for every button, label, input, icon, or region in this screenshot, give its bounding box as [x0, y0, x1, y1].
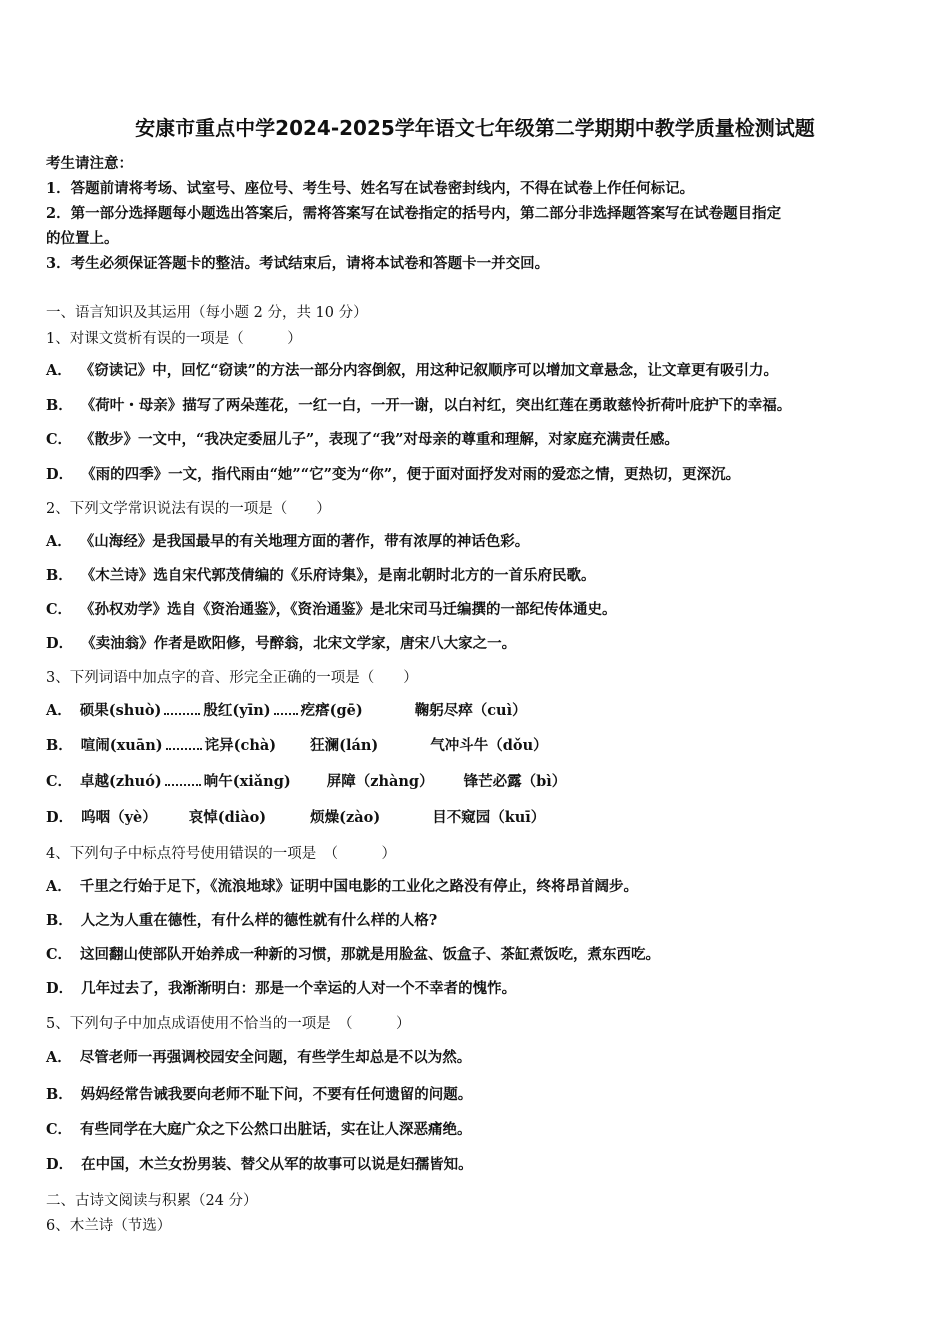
- question-2-option-b: [46, 564, 596, 585]
- question-3-option-c: [46, 770, 566, 791]
- question-1-option-d: [46, 463, 740, 484]
- option-text: 《木兰诗》选自宋代郭茂倩编的《乐府诗集》，是南北朝时北方的一首乐府民歌。: [80, 567, 596, 584]
- notice-item-2-cont: 的位置上。: [46, 230, 119, 247]
- option-text: 在中国，木兰女扮男装、替父从军的故事可以说是妇孺皆知。: [81, 1156, 473, 1173]
- question-1-option-b: [46, 394, 791, 415]
- option-word: 疙瘩(gē): [300, 702, 363, 719]
- question-1-stem: 1、对课文赏析有误的一项是（ ）: [46, 331, 302, 347]
- question-2-option-d: [46, 632, 516, 653]
- section-2-heading: 二、古诗文阅读与积累（24 分）: [46, 1193, 258, 1209]
- question-3-option-b: [46, 734, 548, 755]
- option-letter: D．: [46, 466, 74, 483]
- dot-marks: [274, 703, 298, 715]
- notice-item-1: 1．答题前请将考场、试室号、座位号、考生号、姓名写在试卷密封线内，不得在试卷上作任何标记。: [46, 180, 695, 197]
- option-word: 晌午(xiǎng): [203, 773, 291, 790]
- question-5-option-d: [46, 1153, 473, 1174]
- option-letter: D．: [46, 809, 74, 826]
- option-word: 喧闹(xuān): [80, 737, 163, 754]
- dot-marks: [165, 774, 201, 786]
- option-text: 人之为人重在德性，有什么样的德性就有什么样的人格?: [80, 912, 438, 929]
- option-word: 屏障（zhàng）: [326, 773, 434, 790]
- question-3-option-d: [46, 806, 545, 827]
- option-text: 尽管老师一再强调校园安全问题，有些学生却总是不以为然。: [79, 1049, 472, 1066]
- question-3-stem: 3、下列词语中加点字的音、形完全正确的一项是（ ）: [46, 670, 418, 686]
- question-1-option-a: [46, 359, 778, 380]
- question-2-option-c: [46, 598, 617, 619]
- option-text: 千里之行始于足下，《流浪地球》证明中国电影的工业化之路没有停止，终将昂首阔步。: [79, 878, 639, 895]
- option-letter: B．: [46, 397, 73, 414]
- option-letter: C．: [46, 601, 73, 618]
- option-letter: D．: [46, 980, 74, 997]
- dot-marks: [164, 703, 200, 715]
- option-text: 《雨的四季》一文，指代雨由“她”“它”变为“你”，便于面对面抒发对雨的爱恋之情，更热切，更深沉。: [81, 466, 741, 483]
- option-letter: A．: [46, 1049, 72, 1066]
- option-letter: A．: [46, 702, 72, 719]
- option-letter: A．: [46, 533, 72, 550]
- question-2-option-a: [46, 530, 529, 551]
- option-text: 《窃读记》中，回忆“窃读”的方法一部分内容倒叙，用这种记叙顺序可以增加文章悬念，让文章更有吸引力。: [79, 362, 778, 379]
- option-letter: B．: [46, 737, 73, 754]
- option-letter: D．: [46, 635, 74, 652]
- question-6-stem: 6、木兰诗（节选）: [46, 1218, 172, 1234]
- option-text: 《散步》一文中，“我决定委屈儿子”，表现了“我”对母亲的尊重和理解，对家庭充满责任感。: [80, 431, 679, 448]
- question-3-option-a: [46, 699, 527, 720]
- option-word: 气冲斗牛（dǒu）: [430, 737, 548, 754]
- question-5-option-c: [46, 1118, 472, 1139]
- option-word: 鞠躬尽瘁（cuì）: [414, 702, 527, 719]
- option-letter: D．: [46, 1156, 74, 1173]
- question-4-option-d: [46, 977, 516, 998]
- option-text: 妈妈经常告诫我要向老师不耻下问，不要有任何遗留的问题。: [80, 1086, 473, 1103]
- option-letter: C．: [46, 773, 73, 790]
- option-word: 卓越(zhuó): [80, 773, 162, 790]
- option-text: 《荷叶・母亲》描写了两朵莲花，一红一白，一开一谢，以白衬红，突出红莲在勇敢慈怜折荷叶庇护下的幸福。: [80, 397, 792, 414]
- option-letter: B．: [46, 1086, 73, 1103]
- option-word: 烦燥(zào): [310, 809, 381, 826]
- option-letter: B．: [46, 567, 73, 584]
- option-word: 哀悼(diào): [188, 809, 267, 826]
- section-1-heading: 一、语言知识及其运用（每小题 2 分，共 10 分）: [46, 305, 368, 321]
- notice-item-3: 3．考生必须保证答题卡的整洁。考试结束后，请将本试卷和答题卡一并交回。: [46, 255, 550, 272]
- option-word: 诧异(chà): [204, 737, 277, 754]
- question-4-option-b: [46, 909, 437, 930]
- option-word: 目不窥园（kuī）: [432, 809, 546, 826]
- option-text: 《卖油翁》作者是欧阳修，号醉翁，北宋文学家，唐宋八大家之一。: [81, 635, 517, 652]
- question-4-stem: 4、下列句子中标点符号使用错误的一项是 （ ）: [46, 846, 396, 862]
- question-4-option-c: [46, 943, 660, 964]
- option-letter: C．: [46, 431, 73, 448]
- option-letter: C．: [46, 1121, 73, 1138]
- option-text: 《山海经》是我国最早的有关地理方面的著作，带有浓厚的神话色彩。: [79, 533, 530, 550]
- dot-marks: [166, 738, 202, 750]
- option-text: 这回翻山使部队开始养成一种新的习惯，那就是用脸盆、饭盒子、茶缸煮饭吃，煮东西吃。: [80, 946, 661, 963]
- option-letter: B．: [46, 912, 73, 929]
- option-word: 锋芒必露（bì）: [463, 773, 567, 790]
- notice-heading: 考生请注意：: [46, 155, 133, 172]
- question-5-option-b: [46, 1083, 472, 1104]
- page-title: 安康市重点中学2024-2025学年语文七年级第二学期期中教学质量检测试题: [135, 116, 815, 140]
- option-text: 有些同学在大庭广众之下公然口出脏话，实在让人深恶痛绝。: [80, 1121, 472, 1138]
- question-5-option-a: [46, 1046, 471, 1067]
- question-5-stem: 5、下列句子中加点成语使用不恰当的一项是 （ ）: [46, 1016, 411, 1032]
- option-word: 殷红(yīn): [203, 702, 271, 719]
- option-word: 硕果(shuò): [79, 702, 162, 719]
- option-word: 呜咽（yè）: [81, 809, 157, 826]
- notice-item-2: 2．第一部分选择题每小题选出答案后，需将答案写在试卷指定的括号内，第二部分非选择题答案写在试卷题目指定: [46, 205, 782, 222]
- option-letter: A．: [46, 362, 72, 379]
- option-word: 狂澜(lán): [310, 737, 379, 754]
- option-text: 几年过去了，我渐渐明白：那是一个幸运的人对一个不幸者的愧怍。: [81, 980, 517, 997]
- option-letter: C．: [46, 946, 73, 963]
- option-text: 《孙权劝学》选自《资治通鉴》，《资治通鉴》是北宋司马迁编撰的一部纪传体通史。: [80, 601, 617, 618]
- option-letter: A．: [46, 878, 72, 895]
- question-4-option-a: [46, 875, 638, 896]
- question-2-stem: 2、下列文学常识说法有误的一项是（ ）: [46, 501, 331, 517]
- question-1-option-c: [46, 428, 679, 449]
